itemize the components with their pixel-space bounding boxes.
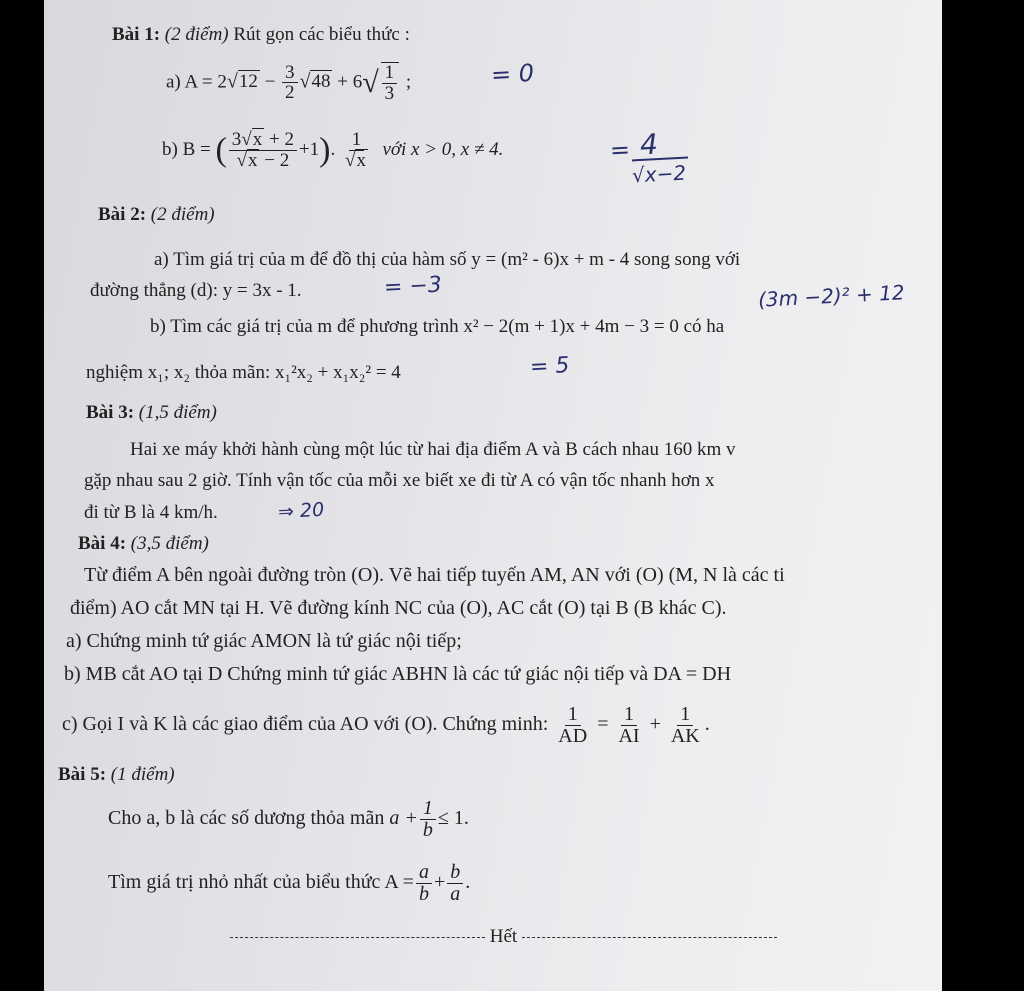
q1a-label: a) [166,71,181,93]
q5-line1: Cho a, b là các số dương thỏa mãn a + $\frac{1}{b}$ ≤ 1. [108,797,469,841]
q4c-frac-ai: $\frac{1}{AI}$ [618,703,640,747]
q3-line1: Hai xe máy khởi hành cùng một lúc từ hai địa điểm A và B cách nhau 160 km v [130,439,736,460]
q1a-root2: 48 [311,71,331,93]
q5-heading [58,764,175,786]
q1b-fraction2: $\frac{1}{√x}$ [345,129,366,171]
q2-heading [98,204,215,226]
q4-heading [78,533,209,555]
q4c-frac-ak: $\frac{1}{AK}$ [670,703,700,747]
exam-paper [44,0,942,991]
q1a-end: ; [405,71,412,93]
q1a-minus: − [264,71,276,93]
q4-part-c: c) Gọi I và K là các giao điểm của AO với (O). Chứng minh: $\frac{1}{AD}$ = $\frac{1}{AI}$ + $\frac{1}{AK}$ . [62,703,710,747]
q3-handwritten-answer: ⇒ 20 [277,498,325,524]
q1b-label: b) [162,138,178,160]
q4-part-b: b) MB cắt AO tại D Chứng minh tứ giác ABHN là các tứ giác nội tiếp và DA = DH [64,663,732,685]
q1-heading [112,24,410,46]
q5-line2: Tìm giá trị nhỏ nhất của biểu thức A = $\frac{a}{b}$ + $\frac{b}{a}$ . [108,861,471,905]
q1b-expression: b) B = ( $\frac{3√x + 2}{√x - 2}$ +1). $\frac{1}{√x}$ với x > 0, x ≠ 4. [162,129,504,171]
q1b-condition: với x > 0, x ≠ 4. [382,138,504,160]
footer-dash-left [230,937,485,938]
q1-title: Bài 1: [112,24,161,45]
q3-heading [86,402,217,424]
q3-line2: gặp nhau sau 2 giờ. Tính vận tốc của mỗi xe biết xe đi từ A có vận tốc nhanh hơn x [84,470,715,491]
q2a-line1: a) Tìm giá trị của m để đồ thị của hàm số y = (m² - 6)x + m - 4 song song với [154,249,741,270]
q1a-expression: a) A = 2√12 − $\frac{3}{2}$ √48 + 6√ $\frac{1}{3}$ ; [166,61,412,104]
q2a-handwritten-answer: = −3 [383,272,443,301]
q1-points: (2 điểm) [164,24,229,45]
q2-title: Bài 2: [98,204,147,225]
q4c-text: c) Gọi I và K là các giao điểm của AO với (O). Chứng minh: [62,713,549,736]
q1a-root1: 12 [238,71,258,93]
q5-points: (1 điểm) [110,764,175,785]
q4-points: (3,5 điểm) [130,533,209,554]
q5-frac-1-over-b: $\frac{1}{b}$ [420,798,436,841]
q1b-fraction1: $\frac{3√x + 2}{√x - 2}$ [229,130,297,171]
footer-end-label: Hết [489,926,518,947]
q1a-fraction: $\frac{3}{2}$ [282,63,298,104]
q2-points: (2 điểm) [150,204,215,225]
q1a-root3: $\frac{1}{3}$ [381,62,400,104]
footer-end [230,926,777,948]
q2b-handwritten-answer: = 5 [529,352,571,381]
q2a-line2: đường thẳng (d): y = 3x - 1. [90,280,302,301]
q5-title: Bài 5: [58,764,107,785]
q1b-lhs: B = [182,138,211,160]
q4c-frac-ad: $\frac{1}{AD}$ [558,703,588,747]
q3-title: Bài 3: [86,402,135,423]
q5-frac-a-over-b: $\frac{a}{b}$ [416,862,432,905]
q1b-handwritten-numerator: 4 [639,127,659,162]
q1a-lhs: A = 2 [184,71,227,93]
q3-points: (1,5 điểm) [138,402,217,423]
q2b-line1: b) Tìm các giá trị của m để phương trình x² − 2(m + 1)x + 4m − 3 = 0 có ha [150,316,725,337]
q5-line2-text: Tìm giá trị nhỏ nhất của biểu thức [108,871,381,894]
q4-part-a: a) Chứng minh tứ giác AMON là tứ giác nội tiếp; [66,630,462,652]
q2b-handwritten-note: (3m −2)² + 12 [757,280,906,312]
q4-line1: Từ điểm A bên ngoài đường tròn (O). Vẽ hai tiếp tuyến AM, AN với (O) (M, N là các ti [84,564,785,586]
footer-dash-right [522,937,777,938]
q5-frac-b-over-a: $\frac{b}{a}$ [447,862,463,905]
q1b-handwritten-denominator: √x−2 [631,160,687,188]
q2b-line2: nghiệm x₁; x₂ thỏa mãn: x₁²x₂ + x₁x₂² = 4 [86,362,401,383]
q4-line2: điểm) AO cắt MN tại H. Vẽ đường kính NC của (O), AC cắt (O) tại B (B khác C). [70,597,727,619]
q1a-plus6: + 6 [337,71,363,93]
q1b-plus1: +1 [298,138,320,160]
q1-instruction: Rút gọn các biểu thức : [233,24,410,45]
q1b-handwritten-eq: = [609,135,631,165]
q5-line1-text: Cho a, b là các số dương thỏa mãn [108,807,385,830]
q3-line3: đi từ B là 4 km/h. [84,502,218,523]
q1a-handwritten-answer: = 0 [490,58,535,90]
q4-title: Bài 4: [78,533,127,554]
